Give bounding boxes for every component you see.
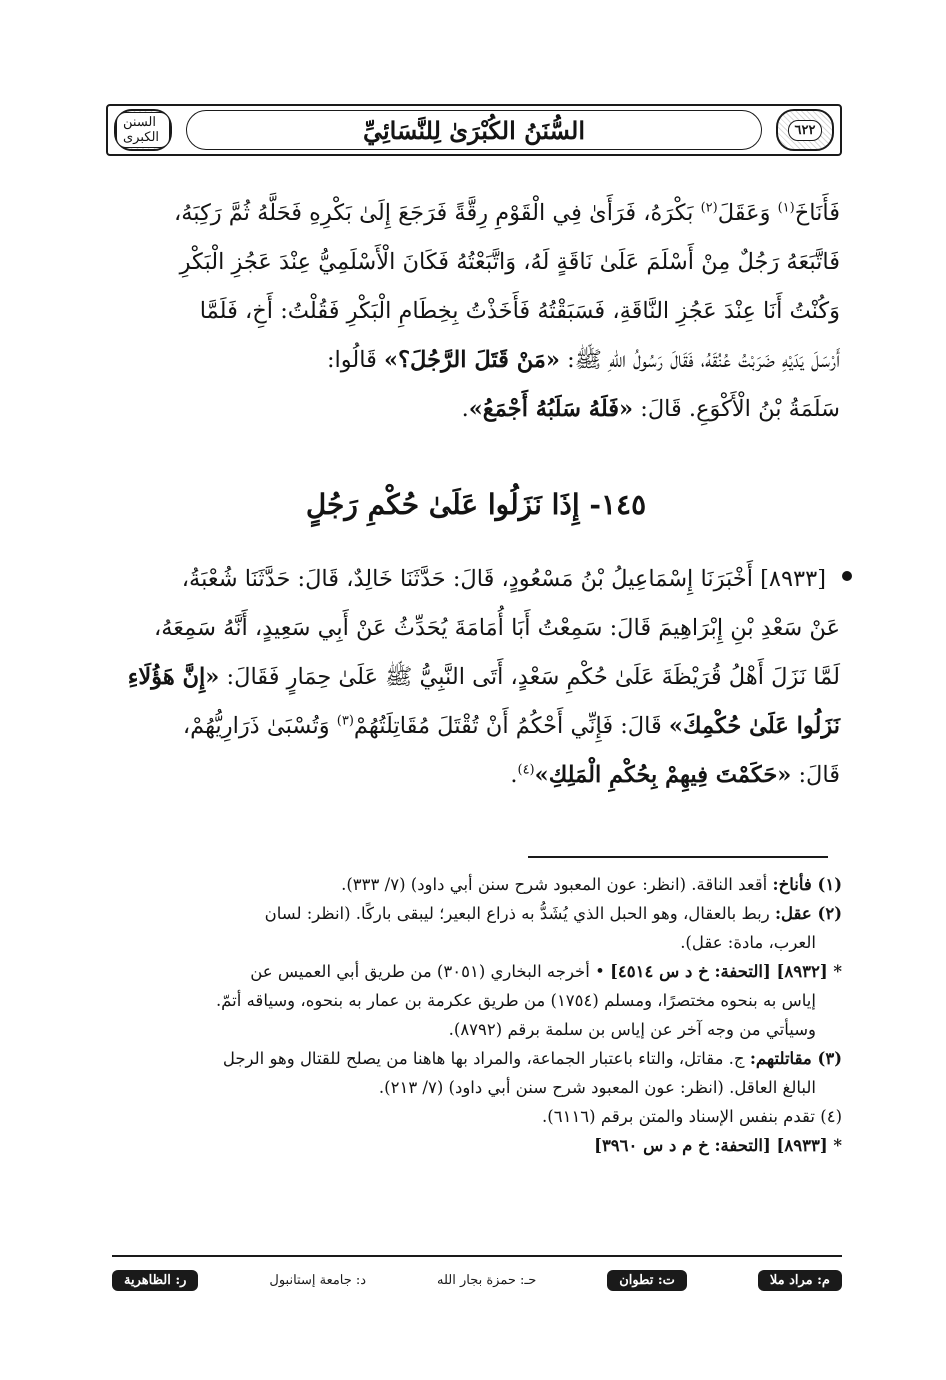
manuscript-legend <box>112 1265 842 1295</box>
prophetic-quote: نَزَلُوا عَلَىٰ حُكْمِكَ» <box>668 713 840 739</box>
text-run: قَالَ: <box>791 762 840 788</box>
text-run: . <box>461 396 469 422</box>
manuscript-siglum: حـ: حمزة بجار الله <box>437 1272 537 1288</box>
text-run: . <box>510 762 518 788</box>
footnote-ref-2[interactable]: (٢) <box>700 200 718 216</box>
footnote-4: (٤) تقدم بنفس الإسناد والمتن برقم (٦١١٦). <box>542 1107 842 1126</box>
footnote-2-continued: العرب، مادة: عقل). <box>680 933 816 952</box>
takhrij-8933: * [٨٩٣٣] [التحفة: خ م د س ٣٩٦٠] <box>594 1136 842 1155</box>
prophetic-quote: «إِنَّ هَؤُلَاءِ <box>127 664 220 690</box>
manuscript-siglum: د: جامعة إستانبول <box>269 1272 367 1288</box>
text-line: [٨٩٣٣] أَخْبَرَنَا إِسْمَاعِيلُ بْنُ مَسْعُودٍ، قَالَ: حَدَّثَنَا خَالِدٌ، قَالَ: حَدَّثَنَا شُعْبَةُ، <box>181 566 826 592</box>
footnote-label: (٣) مقاتلتهم: <box>749 1049 842 1068</box>
page-number-frame <box>776 109 834 151</box>
footnote-ref-1[interactable]: (١) <box>777 200 795 216</box>
page-header <box>106 104 842 156</box>
prophetic-quote: «فَلَهُ سَلَبُهُ أَجْمَعُ» <box>468 396 634 422</box>
takhrij-text: • أخرجه البخاري (٣٠٥١) من طريق أبي العميس عن <box>250 962 611 981</box>
footnote-label: (١) فأناخ: <box>772 875 842 894</box>
book-emblem <box>114 109 172 151</box>
footnote-ref-3[interactable]: (٣) <box>336 713 354 729</box>
hadith-paragraph <box>112 555 840 800</box>
text-run: قَالَ: فَإِنِّي أَحْكُمُ أَنْ تُقْتَلَ مُقَاتِلَتُهُمْ <box>353 713 669 739</box>
continuation-paragraph <box>112 189 840 434</box>
footnote-3-continued: البالغ العاقل. (انظر: عون المعبود شرح سنن أبي داود) (٧/ ٢١٣). <box>378 1078 816 1097</box>
text-run: قَالُوا: <box>326 347 385 373</box>
text-run: وَتُسْبَىٰ ذَرَارِيُّهُمْ، <box>182 713 337 739</box>
text-line <box>112 653 840 702</box>
footnote-1 <box>112 870 842 899</box>
takhrij-8932-continued: إياس به بنحوه مختصرًا، ومسلم (١٧٥٤) من طريق عكرمة بن عمار به بنحوه، وسياقه أتمّ. <box>215 991 816 1010</box>
text-line: فَاتَّبَعَهُ رَجُلٌ مِنْ أَسْلَمَ عَلَىٰ نَاقَةٍ لَهُ، وَاتَّبَعْتُهُ فَكَانَ الْأَسْلَمِيُّ عِنْدَ عَجُزِ الْبَكْرِ <box>179 249 840 275</box>
footnote-ref-4[interactable]: (٤) <box>517 762 535 778</box>
header-title-frame <box>186 110 762 150</box>
manuscript-siglum: ت: تطوان <box>607 1270 687 1291</box>
text-line <box>112 189 840 238</box>
book-emblem-text: السنن الكبرى <box>116 112 170 148</box>
footnote-text: أقعد الناقة. (انظر: عون المعبود شرح سنن أبي داود) (٧/ ٣٣٣). <box>341 875 773 894</box>
text-run: بَكْرَهُ، فَرَأَىٰ فِي الْقَوْمِ رِقَّةً فَرَجَعَ إِلَىٰ بَكْرِهِ فَحَلَّهُ ثُمَّ رَكِبَهُ، <box>173 200 701 226</box>
text-run: أَرْسَلَ يَدَيْهِ ضَرَبْتُ عُنُقَهُ، فَقَالَ رَسُولُ اللهِ ﷺ: <box>560 347 840 373</box>
text-line: وَكُنْتُ أَنَا عِنْدَ عَجُزِ النَّاقَةِ، فَسَبَقْتُهُ فَأَخَذْتُ بِخِطَامِ الْبَكْرِ فَقُلْتُ: أَخِ، فَلَمَّا <box>199 298 840 324</box>
footnote-label: (٢) عقل: <box>774 904 842 923</box>
footnote-text: ربط بالعقال، وهو الحبل الذي يُشَدُّ به ذراع البعير؛ ليبقى باركًا. (انظر: لسان <box>264 904 775 923</box>
chapter-heading: ١٤٥- إِذَا نَزَلُوا عَلَىٰ حُكْمِ رَجُلٍ <box>305 488 647 521</box>
text-run: سَلَمَةُ بْنُ الْأَكْوَعِ. قَالَ: <box>633 396 840 422</box>
text-line <box>112 751 840 800</box>
text-line <box>112 385 840 434</box>
footnote-2 <box>112 899 842 928</box>
book-title: السُّنَنُ الكُبْرَىٰ لِلنَّسَائِيِّ <box>362 115 586 145</box>
text-run: لَمَّا نَزَلَ أَهْلُ قُرَيْظَةَ عَلَىٰ حُكْمِ سَعْدٍ، أَتَى النَّبِيُّ ﷺ عَلَىٰ حِمَارٍ فَقَالَ: <box>219 664 840 690</box>
manuscript-siglum: ر: الظاهرية <box>112 1270 198 1291</box>
text-run: فَأَنَاخَ <box>794 200 840 226</box>
text-line <box>112 702 840 751</box>
page-number: ٦٢٢ <box>788 120 823 141</box>
text-line: عَنْ سَعْدِ بْنِ إِبْرَاهِيمَ قَالَ: سَمِعْتُ أَبَا أُمَامَةَ يُحَدِّثُ عَنْ أَبِي سَعِيدٍ، أَنَّهُ سَمِعَهُ، <box>153 615 840 641</box>
manuscript-siglum: م: مراد ملا <box>758 1270 842 1291</box>
bullet-icon <box>842 571 852 581</box>
footnote-text: ج. مقاتل، والتاء باعتبار الجماعة، والمراد بها هاهنا من يصلح للقتال وهو الرجل <box>222 1049 750 1068</box>
takhrij-8932 <box>112 957 842 986</box>
text-line <box>112 336 840 385</box>
footnote-3 <box>112 1044 842 1073</box>
footnote-separator <box>528 856 828 858</box>
text-run: وَعَقَلَ <box>717 200 778 226</box>
prophetic-quote: «مَنْ قَتَلَ الرَّجُلَ؟» <box>384 347 560 373</box>
prophetic-quote: «حَكَمْتَ فِيهِمْ بِحُكْمِ الْمَلِكِ» <box>534 762 792 788</box>
takhrij-8932-continued: وسيأتي من وجه آخر عن إياس بن سلمة برقم (٨٧٩٢). <box>448 1020 816 1039</box>
footnotes <box>112 870 842 1160</box>
footer-rule <box>112 1255 842 1257</box>
takhrij-label: * [٨٩٣٢] [التحفة: خ د س ٤٥١٤] <box>610 962 842 981</box>
